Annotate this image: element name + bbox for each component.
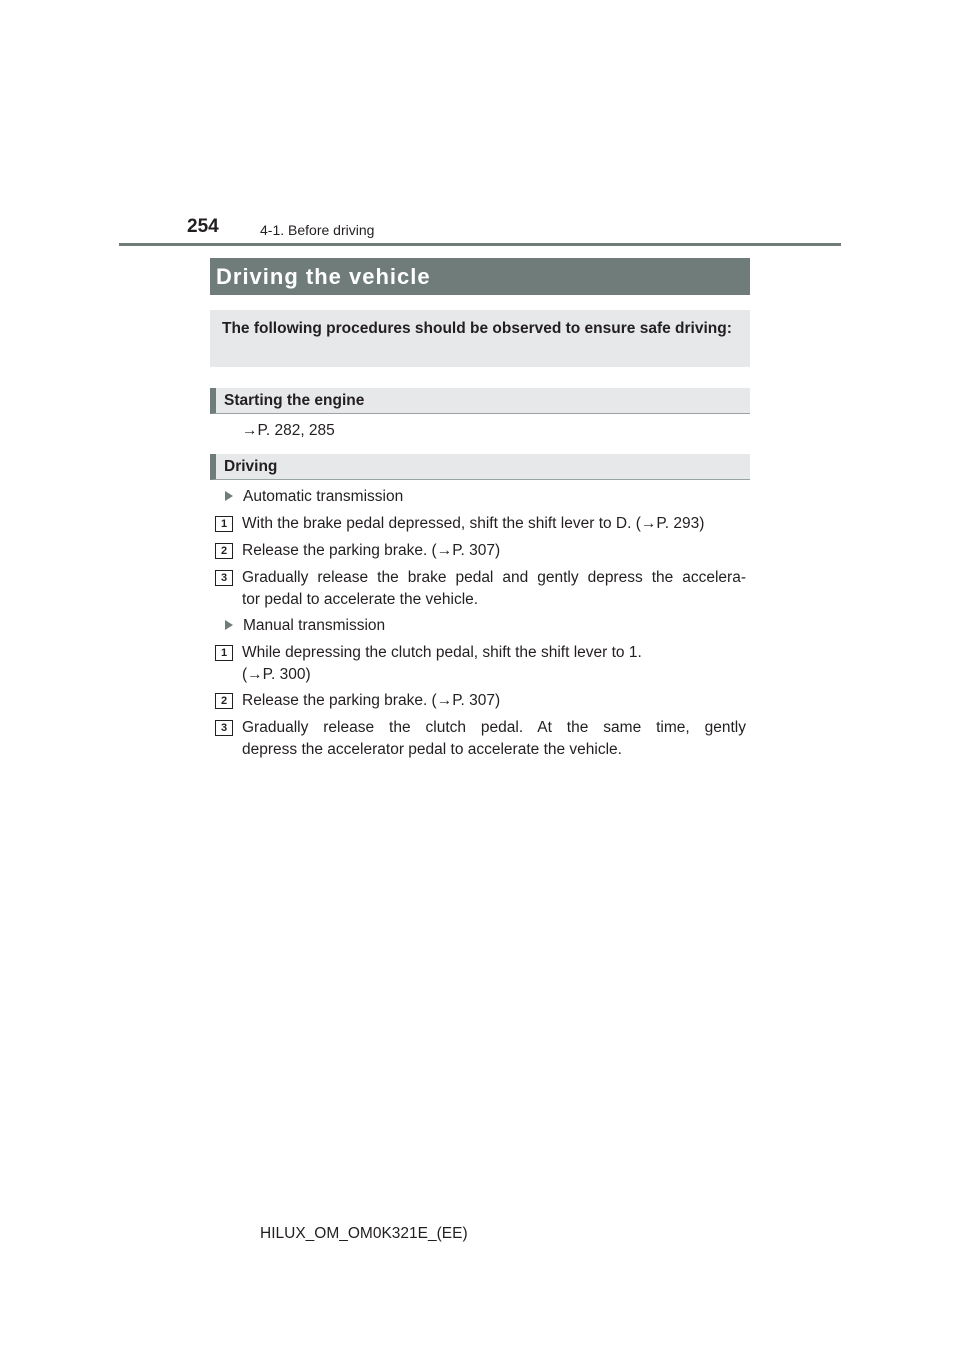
manual-transmission-item (222, 615, 385, 637)
step-number-badge: 2 (215, 543, 233, 559)
page-title: Driving the vehicle (216, 263, 431, 289)
page-number: 254 (187, 216, 219, 237)
step-text: depress the accelerator pedal to accelerate the vehicle. (242, 741, 622, 758)
step-text: Gradually release the brake pedal and gently depress the accelera- (242, 569, 746, 586)
triangle-bullet-icon (225, 620, 233, 630)
title-bar (210, 258, 750, 295)
step-number-badge: 1 (215, 645, 233, 661)
intro-box: The following procedures should be observed to ensure safe driving: (210, 310, 750, 367)
footer-document-code: HILUX_OM_OM0K321E_(EE) (260, 1225, 468, 1242)
step-text: While depressing the clutch pedal, shift the shift lever to 1. (242, 644, 642, 661)
step-number-badge: 2 (215, 693, 233, 709)
automatic-transmission-label: Automatic transmission (243, 488, 404, 505)
step-number-badge: 1 (215, 516, 233, 532)
step-text: Gradually release the clutch pedal. At the same time, gently (242, 719, 746, 736)
step-text: Release the parking brake. (→P. 307) (242, 692, 501, 709)
step-text: tor pedal to accelerate the vehicle. (242, 591, 479, 608)
starting-engine-heading: Starting the engine (210, 388, 750, 414)
step-text: Release the parking brake. (→P. 307) (242, 542, 501, 559)
driving-heading: Driving (210, 454, 750, 480)
step-number-badge: 3 (215, 570, 233, 586)
manual-transmission-label: Manual transmission (243, 617, 386, 634)
step-text: (→P. 300) (242, 666, 311, 683)
starting-engine-reference: →P. 282, 285 (242, 422, 335, 439)
step-number-badge: 3 (215, 720, 233, 736)
automatic-transmission-item (222, 486, 403, 508)
header-rule (119, 243, 841, 246)
triangle-bullet-icon (225, 491, 233, 501)
section-label: 4-1. Before driving (260, 222, 375, 238)
step-text: With the brake pedal depressed, shift the shift lever to D. (→P. 293) (242, 515, 705, 532)
